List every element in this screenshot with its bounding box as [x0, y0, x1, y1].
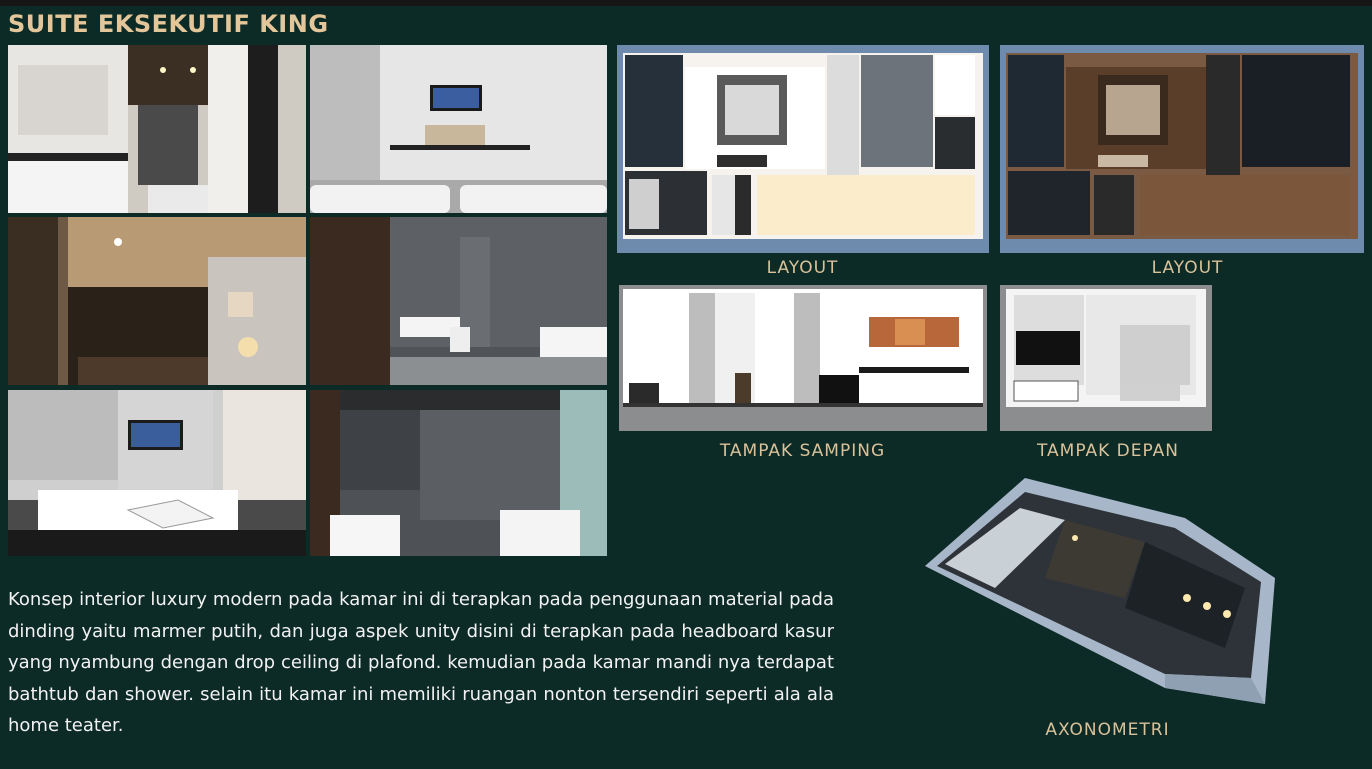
layout-plan-night	[1000, 45, 1364, 253]
top-bar	[0, 0, 1372, 6]
render-photo-bedroom-entry	[8, 45, 306, 213]
caption-layout-left: LAYOUT	[766, 258, 839, 278]
render-photo-bathroom-bathtub	[310, 390, 607, 556]
caption-tampak-depan: TAMPAK DEPAN	[1036, 441, 1180, 461]
caption-axonometri: AXONOMETRI	[1045, 720, 1170, 740]
layout-plan-day	[617, 45, 989, 253]
page-title: SUITE EKSEKUTIF KING	[8, 10, 329, 38]
caption-layout-right: LAYOUT	[1151, 258, 1224, 278]
render-photo-bathroom-vanity	[310, 217, 607, 385]
render-photo-home-theater	[310, 45, 607, 213]
caption-tampak-samping: TAMPAK SAMPING	[719, 441, 886, 461]
tampak-depan-elevation	[1000, 285, 1212, 431]
render-photo-bed-drop-ceiling	[8, 217, 306, 385]
description-paragraph: Konsep interior luxury modern pada kamar ini di terapkan pada penggunaan material pada dinding yaitu marmer putih, dan juga aspek unity disini di terapkan pada headboard kasur yang nyambung dengan drop ceiling di plafond. kemudian pada kamar mandi nya terdapat bathtub dan shower. selain itu kamar ini memiliki ruangan nonton tersendiri seperti ala ala home teater.	[8, 589, 834, 736]
tampak-samping-elevation	[619, 285, 987, 431]
render-photo-bed-tv	[8, 390, 306, 556]
axonometric-render	[925, 478, 1291, 704]
